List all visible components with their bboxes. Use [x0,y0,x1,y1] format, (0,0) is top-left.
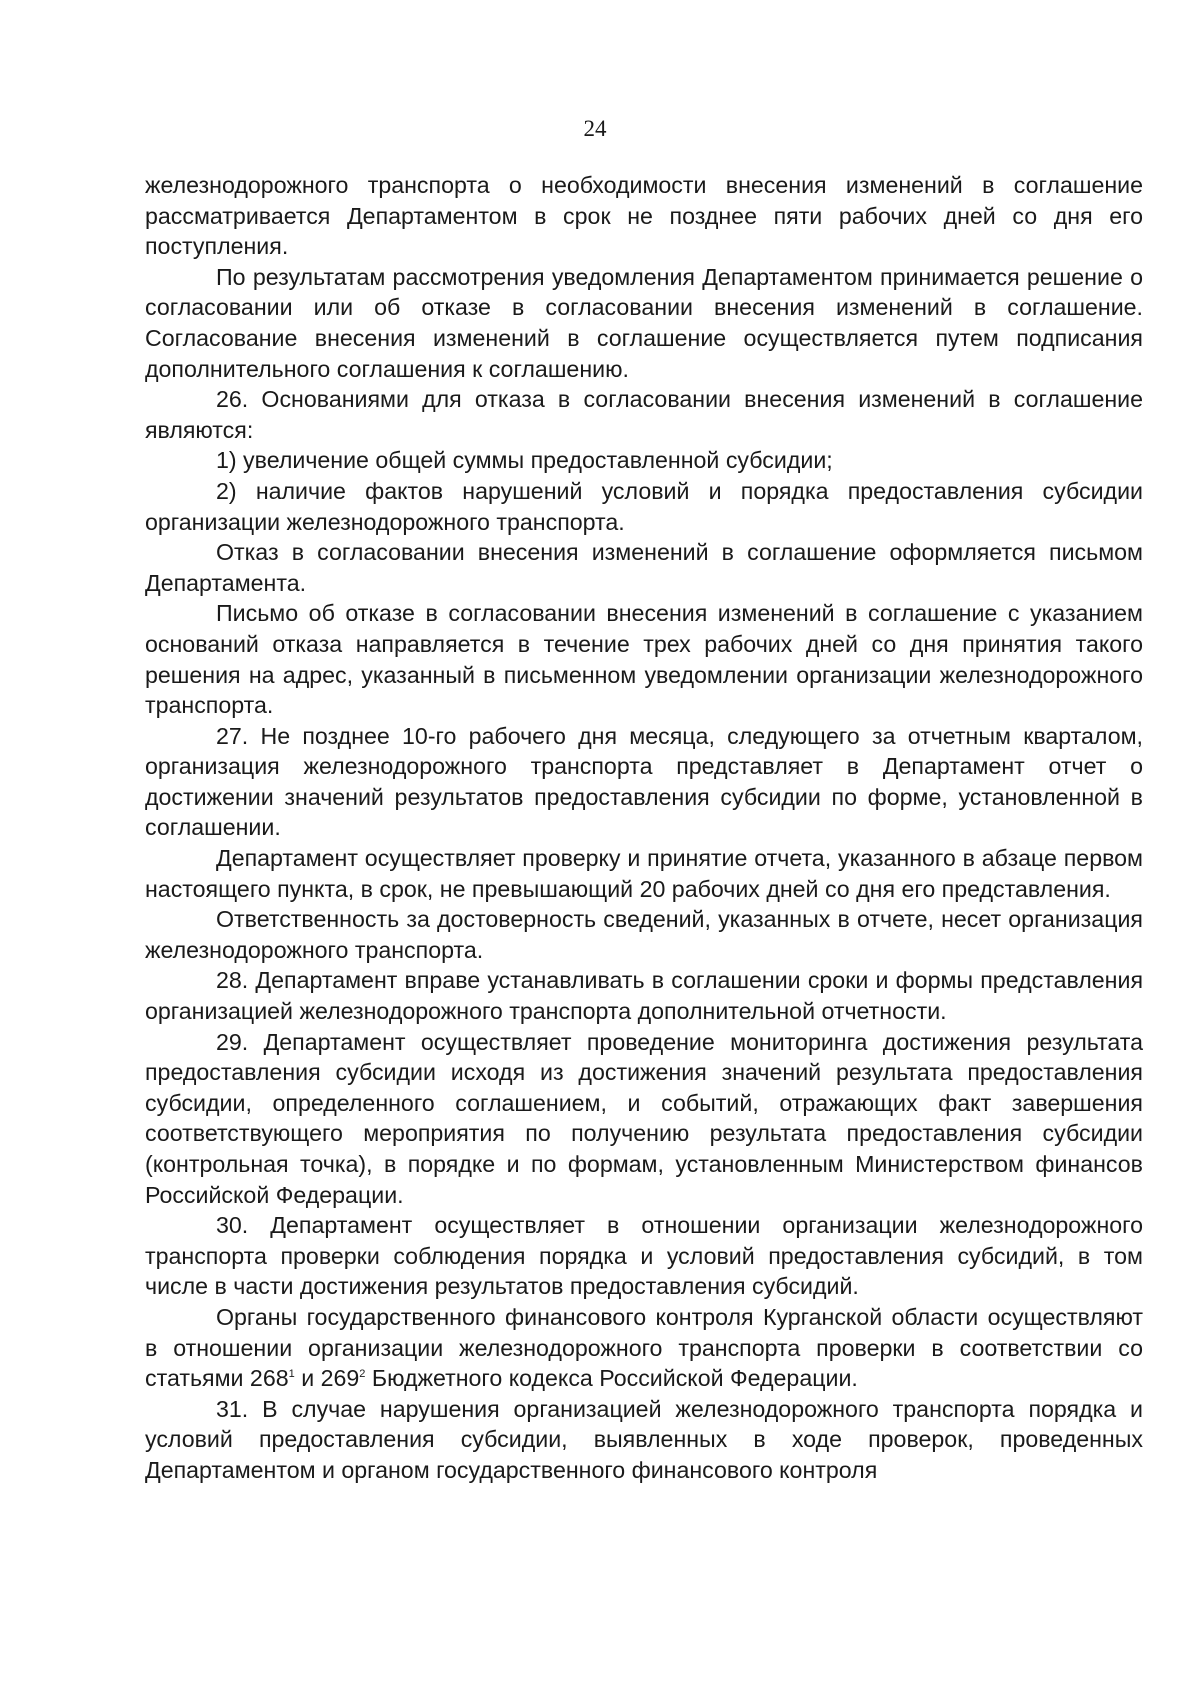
paragraph: 1) увеличение общей суммы предоставленной субсидии; [216,447,833,474]
paragraph: Письмо об отказе в согласовании внесения изменений в соглашение с указанием оснований отказа направляется в течение трех рабочих дней со дня принятия такого решения на адрес, указанный в письменном уведомлении организации железнодорожного транспорта. [145,600,1143,719]
paragraph: 26. Основаниями для отказа в согласовании внесения изменений в соглашение являются: [145,386,1143,443]
footnote-mark: 1 [288,1368,295,1381]
footnote-mark: 2 [359,1368,366,1381]
paragraph-text: Органы государственного финансового контроля Курганской области осуществляют в отношении организации железнодорожного транспорта проверки в соответствии со статьями 268 [145,1303,1143,1392]
paragraph: 2) наличие фактов нарушений условий и порядка предоставления субсидии организации железнодорожного транспорта. [145,477,1143,535]
paragraph: Ответственность за достоверность сведений, указанных в отчете, несет организация железнодорожного транспорта. [145,906,1143,963]
paragraph: 30. Департамент осуществляет в отношении организации железнодорожного транспорта проверки соблюдения порядка и условий предоставления субсидий, в том числе в части достижения результатов предоставления субсидий. [145,1212,1143,1300]
paragraph: По результатам рассмотрения уведомления Департаментом принимается решение о согласовании или об отказе в согласовании внесения изменений в соглашение. Согласование внесения изменений в соглашение осуществляется путем подписания дополнительного соглашения к соглашению. [145,263,1143,382]
paragraph: железнодорожного транспорта о необходимости внесения изменений в соглашение рассматривается Департаментом в срок не позднее пяти рабочих дней со дня его поступления. [145,172,1143,260]
paragraph-financial-control [145,1302,1143,1394]
page-number: 24 [583,116,607,141]
document-body [145,170,1143,1486]
paragraph-text: Бюджетного кодекса Российской Федерации. [365,1365,858,1392]
paragraph: 29. Департамент осуществляет проведение мониторинга достижения результата предоставления субсидии исходя из достижения значений результата предоставления субсидии, определенного соглашением, и событий, отражающих факт завершения соответствующего мероприятия по получению результата предоставления субсидии (контрольная точка), в порядке и по формам, установленным Министерством финансов Российской Федерации. [145,1028,1143,1208]
paragraph-text: и 269 [294,1365,360,1392]
paragraph: 31. В случае нарушения организацией железнодорожного транспорта порядка и условий предоставления субсидии, выявленных в ходе проверок, проведенных Департаментом и органом государственного финансового контроля [145,1395,1143,1483]
paragraph: 27. Не позднее 10-го рабочего дня месяца, следующего за отчетным кварталом, организация железнодорожного транспорта представляет в Департамент отчет о достижении значений результатов предоставления субсидии по форме, установленной в соглашении. [145,722,1143,841]
paragraph: Департамент осуществляет проверку и принятие отчета, указанного в абзаце первом настоящего пункта, в срок, не превышающий 20 рабочих дней со дня его представления. [145,845,1143,902]
paragraph: Отказ в согласовании внесения изменений в соглашение оформляется письмом Департамента. [145,539,1143,596]
paragraph: 28. Департамент вправе устанавливать в соглашении сроки и формы представления организацией железнодорожного транспорта дополнительной отчетности. [145,967,1143,1025]
